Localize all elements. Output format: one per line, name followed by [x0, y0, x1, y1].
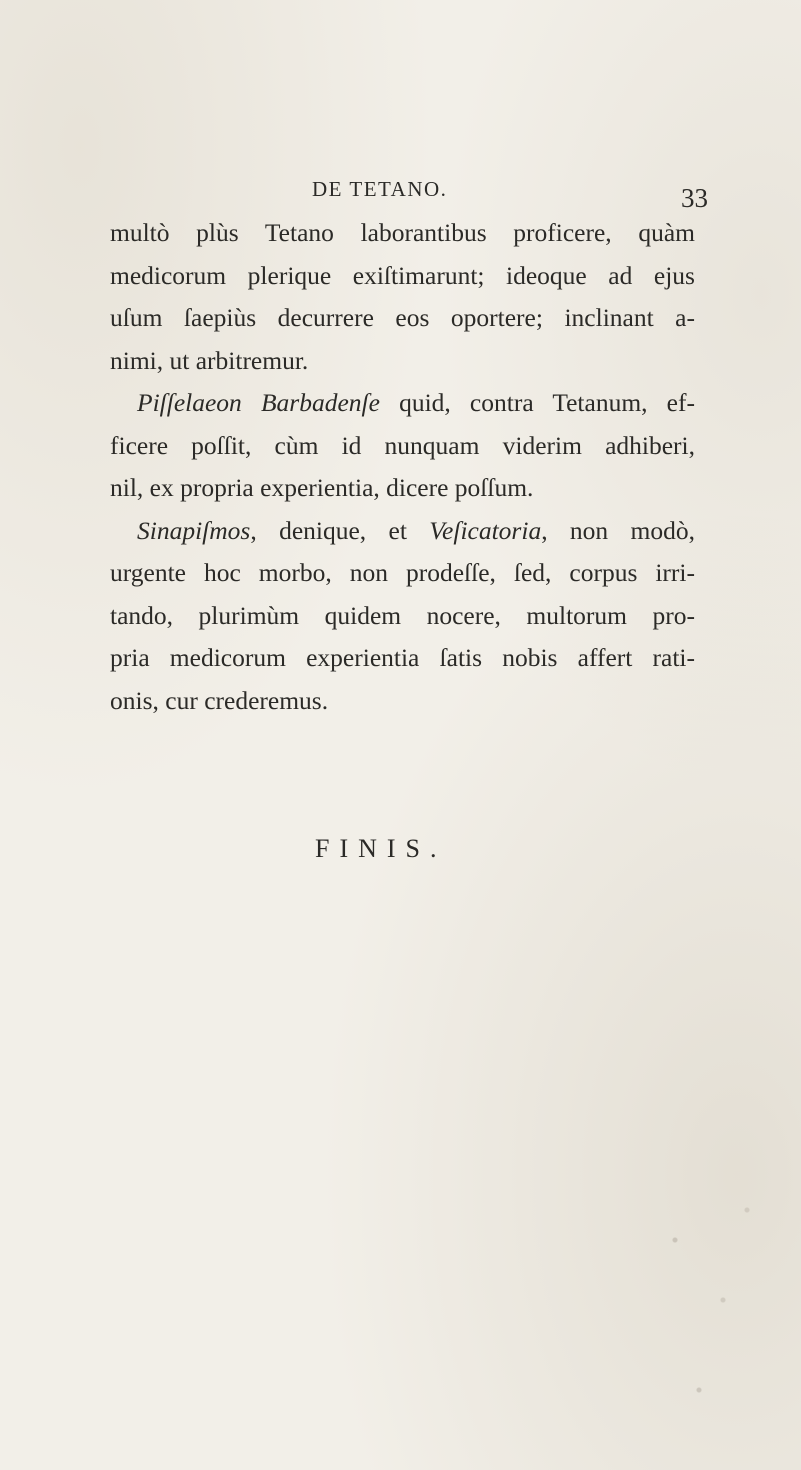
text-line: multò plùs Tetano laborantibus proficere, quàm	[110, 218, 695, 247]
running-head	[0, 173, 801, 213]
text-segment: quid, contra Tetanum, ef-	[379, 388, 695, 417]
text-segment: , denique, et	[250, 515, 430, 545]
text-line: ficere poſſit, cùm id nunquam viderim adhiberi,	[110, 430, 695, 460]
text-line: uſum ſaepiùs decurrere eos oportere; inclinant a-	[110, 303, 695, 332]
page-number: 33	[681, 183, 708, 213]
text-segment: , non modò,	[541, 515, 696, 545]
italic-term: Piſſelaeon Barbadenſe	[137, 388, 380, 417]
finis-colophon: FINIS.	[315, 834, 447, 863]
italic-term: Sinapiſmos	[137, 515, 251, 545]
text-line: nimi, ut arbitremur.	[110, 345, 309, 375]
text-line: medicorum plerique exiſtimarunt; ideoque ad ejus	[110, 260, 695, 290]
text-line: onis, cur crederemus.	[110, 685, 329, 715]
italic-term: Veſicatoria	[429, 515, 542, 545]
text-line: urgente hoc morbo, non prodeſſe, ſed, corpus irri-	[110, 558, 695, 587]
paper-foxing	[651, 1150, 771, 1450]
body-text	[110, 212, 695, 722]
text-line: nil, ex propria experientia, dicere poſſum.	[110, 473, 534, 502]
text-line	[110, 510, 695, 553]
text-line: tando, plurimùm quidem nocere, multorum pro-	[110, 600, 695, 630]
text-line: pria medicorum experientia ſatis nobis affert rati-	[110, 643, 695, 672]
text-line	[110, 382, 695, 425]
running-head-title: DE TETANO.	[312, 177, 448, 201]
